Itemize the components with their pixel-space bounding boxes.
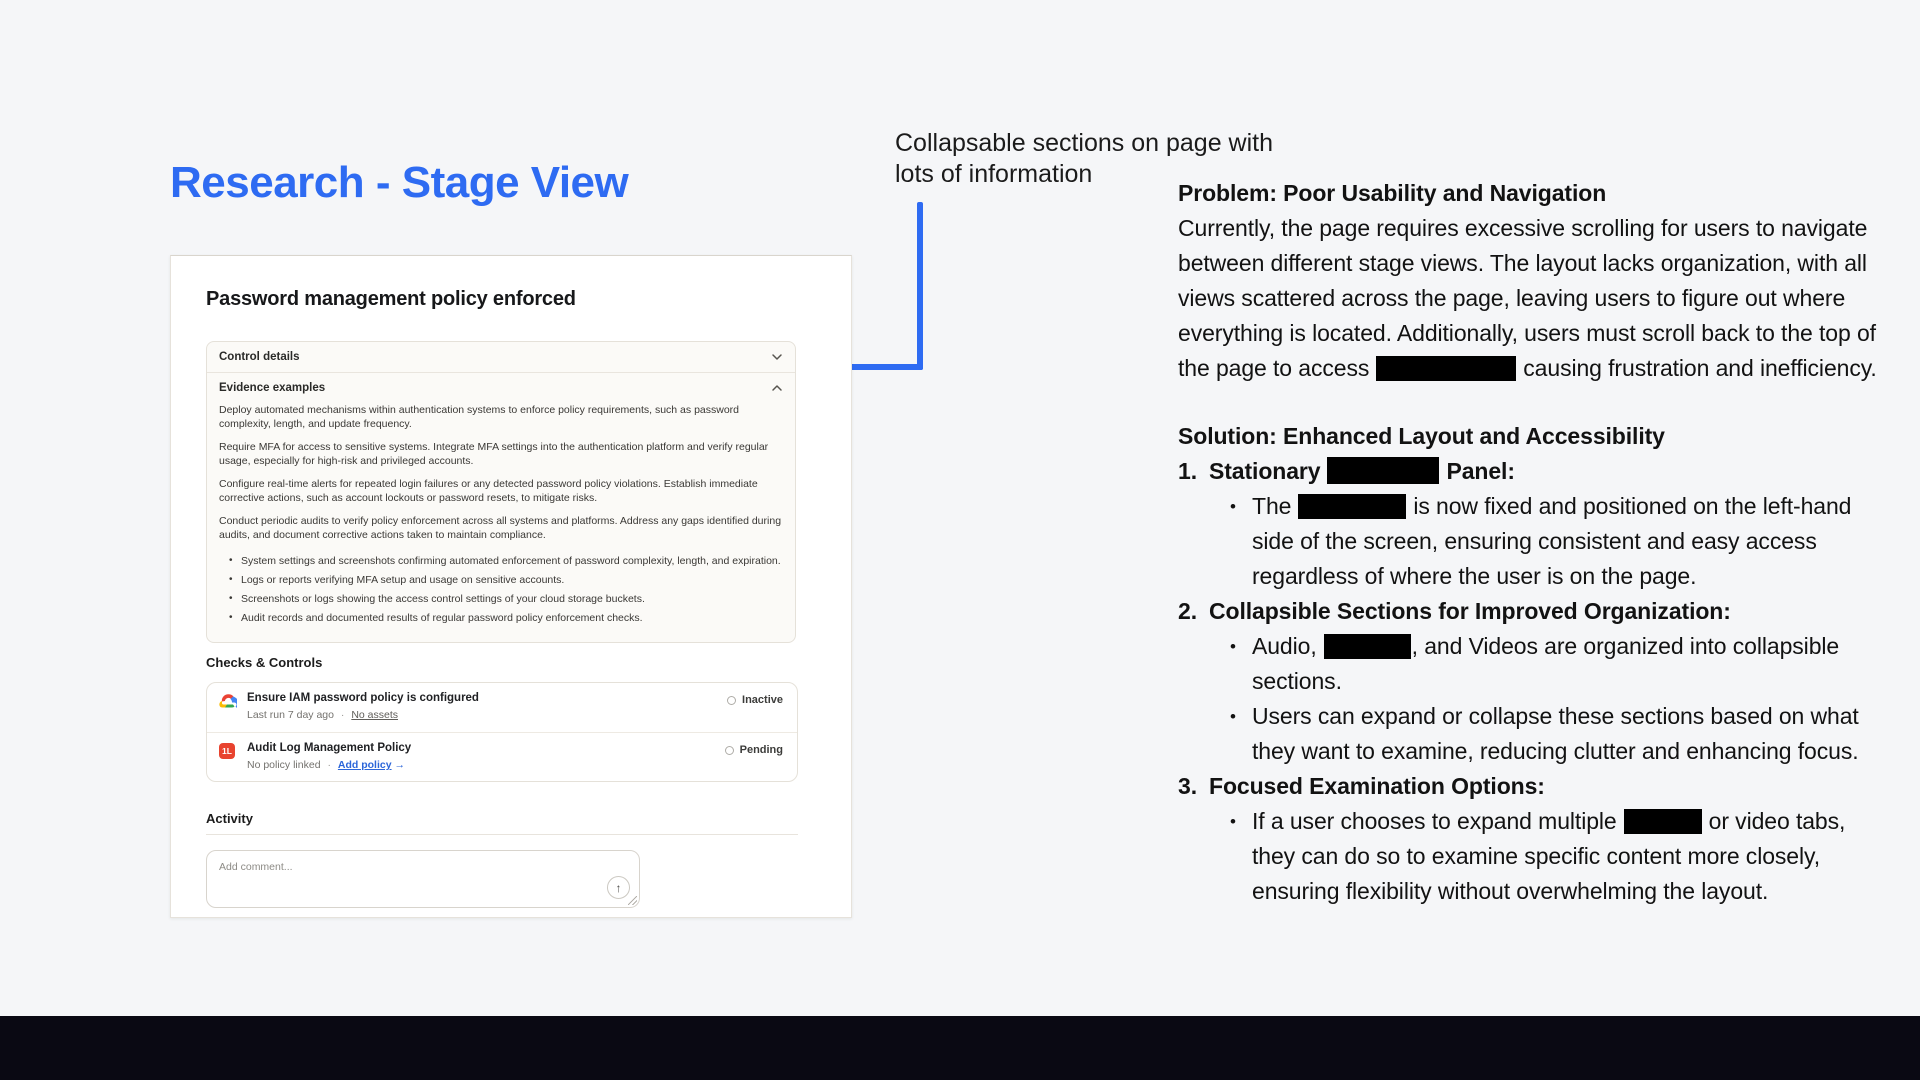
no-policy-text: No policy linked bbox=[247, 759, 321, 771]
bullet-dot: • bbox=[1230, 812, 1236, 831]
arrow-up-icon: ↑ bbox=[615, 880, 622, 895]
problem-paragraph bbox=[1178, 211, 1894, 386]
bottom-bar bbox=[0, 1016, 1920, 1080]
evidence-paragraph: Configure real-time alerts for repeated login failures or any detected password policy violations. Establish immediate corrective actions, such as account lockouts or password resets, to mitigate risks. bbox=[219, 478, 758, 504]
evidence-examples-body bbox=[207, 402, 795, 642]
circle-outline-icon bbox=[725, 746, 734, 755]
evidence-bullet: • Screenshots or logs showing the access control settings of your cloud storage buckets. bbox=[227, 592, 783, 606]
item-title: Focused Examination Options: bbox=[1209, 773, 1545, 799]
status-badge bbox=[725, 744, 783, 756]
meta-separator: · bbox=[327, 759, 331, 771]
solution-item-2 bbox=[1178, 594, 1894, 629]
evidence-examples-label: Evidence examples bbox=[219, 381, 326, 394]
bullet-text-before: If a user chooses to expand multiple bbox=[1252, 808, 1617, 834]
bullet-text: Users can expand or collapse these sections based on what they want to examine, reducing clutter and enhancing focus. bbox=[1252, 703, 1859, 764]
policy-card bbox=[170, 255, 852, 918]
control-details-label: Control details bbox=[219, 351, 300, 363]
bullet-dot: • bbox=[1230, 637, 1236, 656]
check-title: Audit Log Management Policy bbox=[247, 742, 412, 754]
solution-item-1 bbox=[1178, 454, 1894, 489]
checks-controls-heading: Checks & Controls bbox=[206, 655, 323, 670]
check-row-audit-log[interactable] bbox=[207, 732, 797, 781]
activity-heading: Activity bbox=[206, 811, 253, 826]
send-comment-button[interactable] bbox=[607, 876, 630, 899]
evidence-paragraph: Conduct periodic audits to verify policy enforcement across all systems and platforms. Address any gaps identified during audits, and document corrective actions taken to maintain compliance. bbox=[219, 515, 782, 541]
bullet-text-after: , and Videos are organized into collapsible sections. bbox=[1252, 633, 1840, 694]
check-meta bbox=[247, 708, 785, 722]
solution-bullet bbox=[1178, 699, 1894, 769]
item-number: 2. bbox=[1178, 598, 1197, 624]
redaction-box bbox=[1376, 356, 1516, 381]
spacer bbox=[1178, 386, 1894, 419]
status-label: Pending bbox=[739, 744, 783, 756]
audit-log-badge-text: 1L bbox=[219, 743, 235, 759]
no-assets-link[interactable]: No assets bbox=[351, 709, 399, 721]
item-number: 3. bbox=[1178, 773, 1197, 799]
item-title bbox=[1209, 454, 1515, 489]
solution-bullet bbox=[1178, 629, 1894, 699]
google-cloud-icon bbox=[219, 693, 237, 709]
check-last-run: Last run 7 day ago bbox=[247, 709, 334, 721]
page-title: Research - Stage View bbox=[170, 158, 629, 207]
problem-heading: Problem: Poor Usability and Navigation bbox=[1178, 180, 1607, 206]
item-title-before: Stationary bbox=[1209, 458, 1321, 484]
annotation-line1: Collapsable sections on page with bbox=[895, 129, 1274, 157]
policy-card-title: Password management policy enforced bbox=[206, 288, 576, 310]
accordion-evidence-examples[interactable] bbox=[207, 372, 795, 402]
redaction-box bbox=[1298, 494, 1406, 519]
evidence-paragraph: Deploy automated mechanisms within authentication systems to enforce policy requirements, such as password complexity, length, and update frequency. bbox=[219, 404, 740, 430]
activity-divider bbox=[206, 834, 798, 835]
status-badge bbox=[727, 694, 783, 706]
annotation-connector-vertical bbox=[917, 202, 923, 370]
accordion-panel bbox=[206, 341, 796, 643]
bullet-text bbox=[1252, 804, 1894, 909]
redaction-box bbox=[1327, 457, 1439, 484]
item-title-after: Panel: bbox=[1446, 458, 1515, 484]
bullet-dot: • bbox=[1230, 497, 1236, 516]
arrow-right-icon: → bbox=[394, 759, 405, 771]
item-title: Collapsible Sections for Improved Organization: bbox=[1209, 598, 1731, 624]
redaction-box bbox=[1324, 634, 1411, 659]
problem-text-after: causing frustration and inefficiency. bbox=[1523, 355, 1877, 381]
evidence-bullet: • Logs or reports verifying MFA setup and usage on sensitive accounts. bbox=[227, 573, 783, 587]
evidence-bullet: • Audit records and documented results of regular password policy enforcement checks. bbox=[227, 611, 783, 625]
evidence-paragraph: Require MFA for access to sensitive systems. Integrate MFA settings into the authentication platform and verify regular usage, especially for high-risk and privileged accounts. bbox=[219, 441, 769, 467]
bullet-text bbox=[1252, 629, 1894, 699]
redaction-box bbox=[1624, 809, 1702, 834]
check-title: Ensure IAM password policy is configured bbox=[247, 692, 479, 704]
evidence-bullet: • System settings and screenshots confirming automated enforcement of password complexity, length, and expiration. bbox=[227, 554, 783, 568]
meta-separator: · bbox=[340, 709, 345, 721]
solution-bullet bbox=[1178, 489, 1894, 594]
add-policy-link[interactable]: Add policy bbox=[337, 759, 392, 771]
bullet-text-before: Audio, bbox=[1252, 633, 1317, 659]
bullet-dot: • bbox=[1230, 707, 1236, 726]
problem-text-before: Currently, the page requires excessive scrolling for users to navigate between different stage views. The layout lacks organization, with all views scattered across the page, leaving users to figure out where everything is located. Additionally, users must scroll back to the top of the page to access bbox=[1178, 215, 1876, 381]
item-number: 1. bbox=[1178, 458, 1197, 484]
bullet-text bbox=[1252, 489, 1894, 594]
solution-bullet bbox=[1178, 804, 1894, 909]
comment-box bbox=[206, 850, 640, 908]
annotation-line2: lots of information bbox=[895, 160, 1093, 188]
bullet-text-before: The bbox=[1252, 493, 1292, 519]
audit-log-icon bbox=[219, 743, 237, 759]
bullet-text-after: is now fixed and positioned on the left-hand side of the screen, ensuring consistent and easy access regardless of where the user is on the page. bbox=[1252, 493, 1852, 589]
comment-input[interactable] bbox=[207, 851, 639, 907]
check-row-iam-policy[interactable] bbox=[207, 683, 797, 732]
chevron-down-icon bbox=[771, 353, 783, 361]
problem-solution-block bbox=[1178, 176, 1894, 909]
solution-item-3 bbox=[1178, 769, 1894, 804]
status-label: Inactive bbox=[742, 694, 783, 706]
bullet-text-after: or video tabs, they can do so to examine specific content more closely, ensuring flexibility without overwhelming the layout. bbox=[1252, 808, 1846, 904]
check-meta bbox=[247, 758, 785, 772]
chevron-up-icon bbox=[771, 384, 783, 392]
circle-outline-icon bbox=[727, 696, 736, 705]
evidence-bullet-list bbox=[219, 554, 783, 625]
solution-heading: Solution: Enhanced Layout and Accessibility bbox=[1178, 423, 1665, 449]
accordion-control-details[interactable] bbox=[207, 342, 795, 372]
resize-handle[interactable] bbox=[628, 896, 637, 905]
checks-list bbox=[206, 682, 798, 782]
